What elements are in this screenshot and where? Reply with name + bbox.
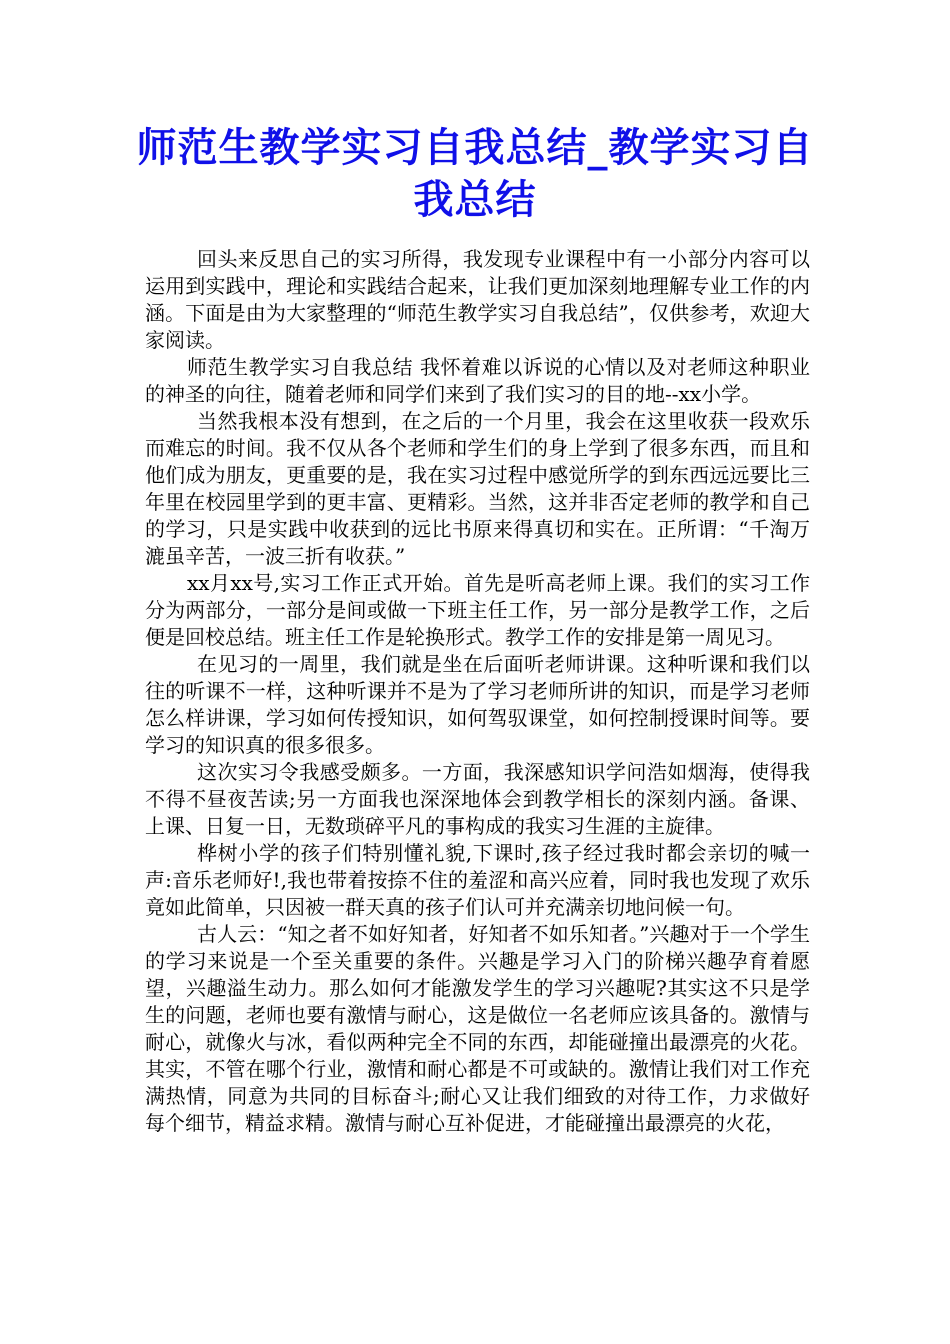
paragraph-harvest: 当然我根本没有想到，在之后的一个月里，我会在这里收获一段欢乐而难忘的时间。我不仅从各个老师和学生们的身上学到了很多东西，而且和他们成为朋友，更重要的是，我在实习过程中感觉所学的到东西远远要比三年里在校园里学到的更丰富、更精彩。当然，这并非否定老师的教学和自己的学习，只是实践中收获到的远比书原来得真切和实在。正所谓：“千淘万漉虽辛苦，一波三折有收获。” <box>145 409 810 568</box>
paragraph-children: 桦树小学的孩子们特别懂礼貌,下课时,孩子经过我时都会亲切的喊一声:音乐老师好!,我也带着按捺不住的羞涩和高兴应着，同时我也发现了欢乐竟如此简单，只因被一群天真的孩子们认可并充满亲切地问候一句。 <box>145 841 810 919</box>
paragraph-feelings: 这次实习令我感受颇多。一方面，我深感知识学问浩如烟海，使得我不得不昼夜苦读;另一方面我也深深地体会到教学相长的深刻内涵。备课、上课、日复一日，无数琐碎平凡的事构成的我实习生涯的主旋律。 <box>145 760 810 838</box>
paragraph-heading-start: 师范生教学实习自我总结 我怀着难以诉说的心情以及对老师这种职业的神圣的向往，随着老师和同学们来到了我们实习的目的地--xx小学。 <box>145 355 810 406</box>
paragraph-intro: 回头来反思自己的实习所得，我发现专业课程中有一小部分内容可以运用到实践中，理论和实践结合起来，让我们更加深刻地理解专业工作的内涵。下面是由为大家整理的“师范生教学实习自我总结”，仅供参考，欢迎大家阅读。 <box>145 247 810 352</box>
paragraph-interest: 古人云：“知之者不如好知者，好知者不如乐知者。”兴趣对于一个学生的学习来说是一个至关重要的条件。兴趣是学习入门的阶梯兴趣孕育着愿望，兴趣溢生动力。那么如何才能激发学生的学习兴趣呢?其实这不只是学生的问题，老师也要有激情与耐心，这是做位一名老师应该具备的。激情与耐心，就像火与冰，看似两种完全不同的东西，却能碰撞出最漂亮的火花。其实，不管在哪个行业，激情和耐心都是不可或缺的。激情让我们对工作充满热情，同意为共同的目标奋斗;耐心又让我们细致的对待工作，力求做好每个细节，精益求精。激情与耐心互补促进，才能碰撞出最漂亮的火花， <box>145 922 810 1135</box>
document-title: 师范生教学实习自我总结_教学实习自我总结 <box>136 124 814 223</box>
document-body <box>145 246 810 1137</box>
paragraph-observation-week: 在见习的一周里，我们就是坐在后面听老师讲课。这种听课和我们以往的听课不一样，这种听课并不是为了学习老师所讲的知识，而是学习老师怎么样讲课，学习如何传授知识，如何驾驭课堂，如何控制授课时间等。要学习的知识真的很多很多。 <box>145 652 810 757</box>
paragraph-start-date: xx月xx号,实习工作正式开始。首先是听高老师上课。我们的实习工作分为两部分，一部分是间或做一下班主任工作，另一部分是教学工作，之后便是回校总结。班主任工作是轮换形式。教学工作的安排是第一周见习。 <box>145 571 810 649</box>
